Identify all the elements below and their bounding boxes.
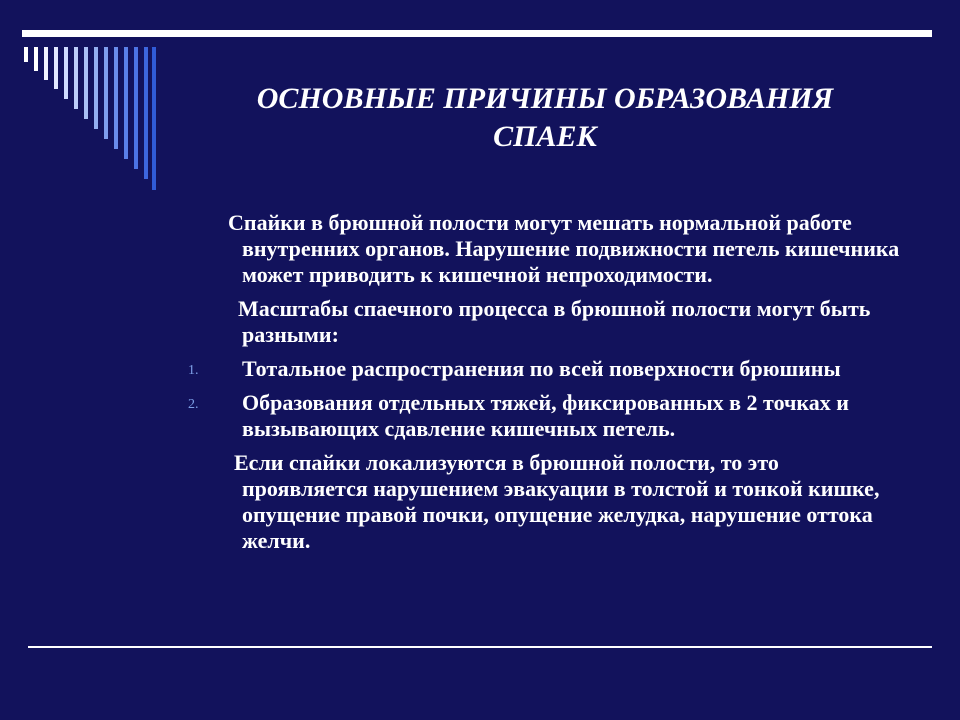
list-number: 2. bbox=[188, 397, 199, 412]
title-line-2: СПАЕК bbox=[493, 120, 597, 153]
list-item bbox=[186, 356, 906, 382]
list-item bbox=[186, 390, 906, 442]
stripe bbox=[84, 47, 88, 119]
title-line-1: ОСНОВНЫЕ ПРИЧИНЫ ОБРАЗОВАНИЯ bbox=[256, 82, 834, 115]
list-item-text: Образования отдельных тяжей, фиксированных в 2 точках и вызывающих сдавление кишечных петель. bbox=[242, 390, 849, 441]
list-item-text: Тотальное распространения по всей поверхности брюшины bbox=[242, 356, 841, 381]
stripe bbox=[74, 47, 78, 109]
stripe bbox=[54, 47, 58, 89]
top-rule bbox=[22, 30, 932, 37]
bottom-rule bbox=[28, 646, 932, 648]
stripe bbox=[24, 47, 28, 62]
stripe bbox=[114, 47, 118, 149]
stripe bbox=[134, 47, 138, 169]
list-number: 1. bbox=[188, 363, 199, 378]
slide-body bbox=[186, 210, 906, 562]
decorative-stripes bbox=[20, 37, 160, 197]
stripe bbox=[152, 47, 156, 190]
paragraph-localization: Если спайки локализуются в брюшной полости, то это проявляется нарушением эвакуации в толстой и тонкой кишке, опущение правой почки, опущение желудка, нарушение оттока желчи. bbox=[234, 450, 880, 553]
stripe bbox=[34, 47, 38, 71]
stripe bbox=[144, 47, 148, 179]
stripe bbox=[94, 47, 98, 129]
stripe bbox=[44, 47, 48, 80]
stripe bbox=[104, 47, 108, 139]
paragraph-scale: Масштабы спаечного процесса в брюшной полости могут быть разными: bbox=[238, 296, 871, 347]
stripe bbox=[64, 47, 68, 99]
stripe bbox=[124, 47, 128, 159]
slide-title bbox=[200, 80, 890, 156]
paragraph-adhesions-intro: Спайки в брюшной полости могут мешать нормальной работе внутренних органов. Нарушение подвижности петель кишечника может приводить к кишечной непроходимости. bbox=[228, 210, 900, 287]
